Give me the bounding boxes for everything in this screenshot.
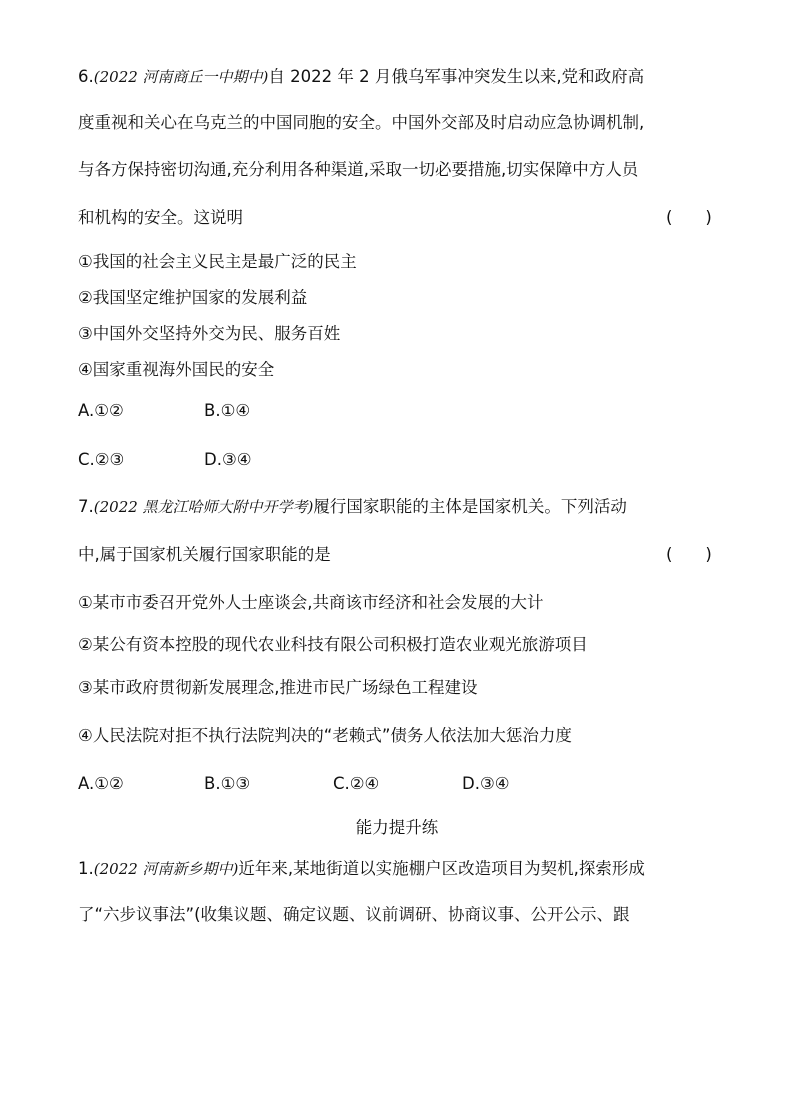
q7-option-d[interactable]: D.③④ — [462, 774, 510, 793]
q7-answer-blank[interactable]: ( ) — [666, 545, 712, 564]
q7-stem-2: 中,属于国家机关履行国家职能的是 — [78, 545, 331, 564]
q6-statement-1: ①我国的社会主义民主是最广泛的民主 — [78, 252, 357, 271]
q7-option-b[interactable]: B.①③ — [204, 774, 251, 793]
q7-statement-4: ④人民法院对拒不执行法院判决的“老赖式”债务人依法加大惩治力度 — [78, 726, 572, 745]
q6-stem-4: 和机构的安全。这说明 — [78, 208, 243, 227]
q6-option-c[interactable]: C.②③ — [78, 450, 125, 469]
q7-option-c[interactable]: C.②④ — [333, 774, 380, 793]
q6-statement-4: ④国家重视海外国民的安全 — [78, 360, 275, 379]
q1-stem-1: 近年来,某地街道以实施棚户区改造项目为契机,探索形成 — [238, 859, 645, 878]
q6-source: (2022 河南商丘一中期中) — [93, 68, 269, 86]
q6-stem-3: 与各方保持密切沟通,充分利用各种渠道,采取一切必要措施,切实保障中方人员 — [78, 160, 639, 179]
q7-stem-1: 履行国家职能的主体是国家机关。下列活动 — [313, 497, 627, 516]
q7-number: 7. — [78, 497, 94, 516]
q7-line-1 — [78, 496, 718, 518]
q1-line-1 — [78, 858, 718, 880]
q6-statement-2: ②我国坚定维护国家的发展利益 — [78, 288, 308, 307]
q1-number: 1. — [78, 859, 94, 878]
q7-statement-1: ①某市市委召开党外人士座谈会,共商该市经济和社会发展的大计 — [78, 593, 544, 612]
q6-line-1 — [78, 66, 718, 88]
q6-option-a[interactable]: A.①② — [78, 401, 124, 420]
q7-source: (2022 黑龙江哈师大附中开学考) — [93, 498, 314, 516]
q7-option-a[interactable]: A.①② — [78, 774, 124, 793]
q6-option-d[interactable]: D.③④ — [204, 450, 252, 469]
q6-stem-1: 自 2022 年 2 月俄乌军事冲突发生以来,党和政府高 — [268, 67, 645, 86]
q6-number: 6. — [78, 67, 94, 86]
q7-statement-2: ②某公有资本控股的现代农业科技有限公司积极打造农业观光旅游项目 — [78, 635, 588, 654]
section-title: 能力提升练 — [355, 818, 439, 837]
q6-stem-2: 度重视和关心在乌克兰的中国同胞的安全。中国外交部及时启动应急协调机制, — [78, 113, 645, 132]
q1-source: (2022 河南新乡期中) — [93, 860, 239, 878]
q6-statement-3: ③中国外交坚持外交为民、服务百姓 — [78, 324, 341, 343]
q6-option-b[interactable]: B.①④ — [204, 401, 251, 420]
q7-statement-3: ③某市政府贯彻新发展理念,推进市民广场绿色工程建设 — [78, 678, 478, 697]
q1-stem-2: 了“六步议事法”(收集议题、确定议题、议前调研、协商议事、公开公示、跟 — [78, 905, 630, 924]
q6-answer-blank[interactable]: ( ) — [666, 208, 712, 227]
